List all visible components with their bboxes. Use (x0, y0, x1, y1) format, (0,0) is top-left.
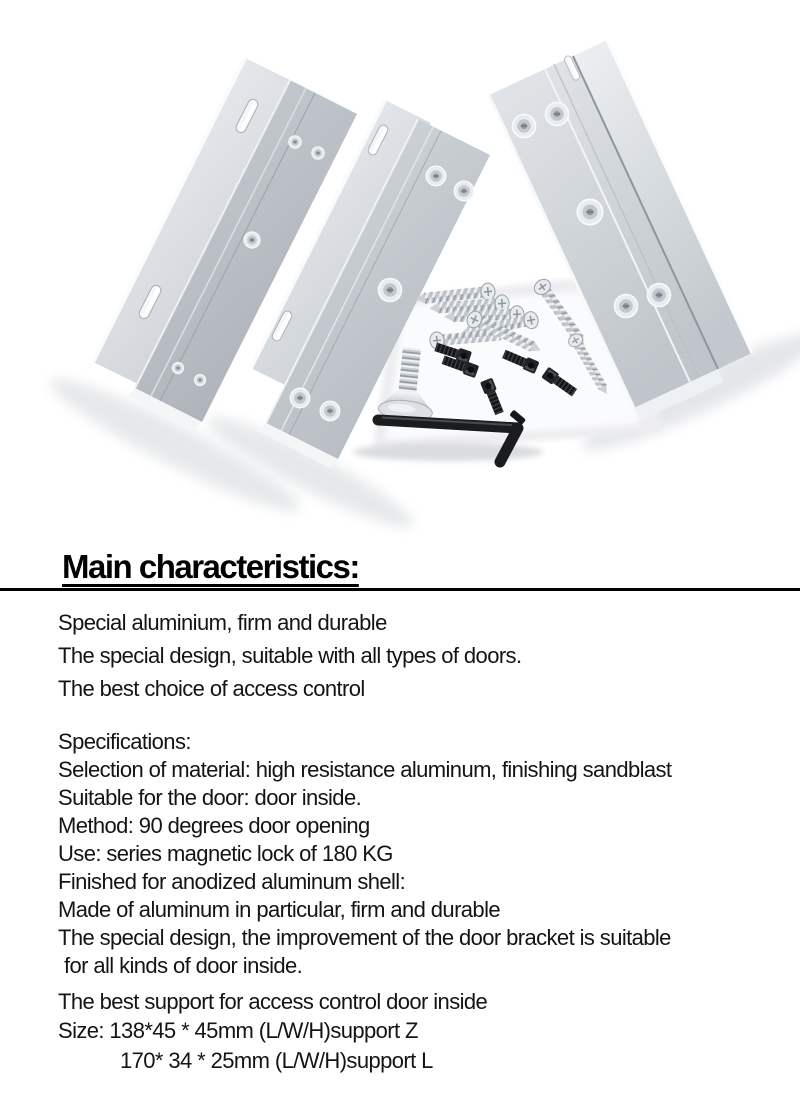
spec-line-1: Specifications: (58, 729, 191, 754)
section-title: Main characteristics: (62, 548, 359, 585)
spec-line-2: Selection of material: high resistance aluminum, finishing sandblast (58, 757, 672, 782)
intro-line-3: The best choice of access control (58, 676, 365, 701)
intro-line-2: The special design, suitable with all types of doors. (58, 643, 522, 668)
spec-line-6: Finished for anodized aluminum shell: (58, 869, 406, 894)
description-text (58, 606, 788, 1076)
spec-line-7: Made of aluminum in particular, firm and durable (58, 897, 500, 922)
size-line-2: 170* 34 * 25mm (L/W/H)support L (120, 1048, 433, 1073)
divider-line (0, 588, 800, 591)
spec-line-3: Suitable for the door: door inside. (58, 785, 362, 810)
size-line-1: Size: 138*45 * 45mm (L/W/H)support Z (58, 1018, 418, 1043)
spec-line-9: for all kinds of door inside. (64, 953, 303, 978)
product-photo (0, 0, 800, 540)
spec-line-4: Method: 90 degrees door opening (58, 813, 370, 838)
intro-line-1: Special aluminium, firm and durable (58, 610, 387, 635)
spec-line-5: Use: series magnetic lock of 180 KG (58, 841, 393, 866)
spec-line-10: The best support for access control door inside (58, 989, 488, 1014)
spec-line-8: The special design, the improvement of the door bracket is suitable (58, 925, 671, 950)
